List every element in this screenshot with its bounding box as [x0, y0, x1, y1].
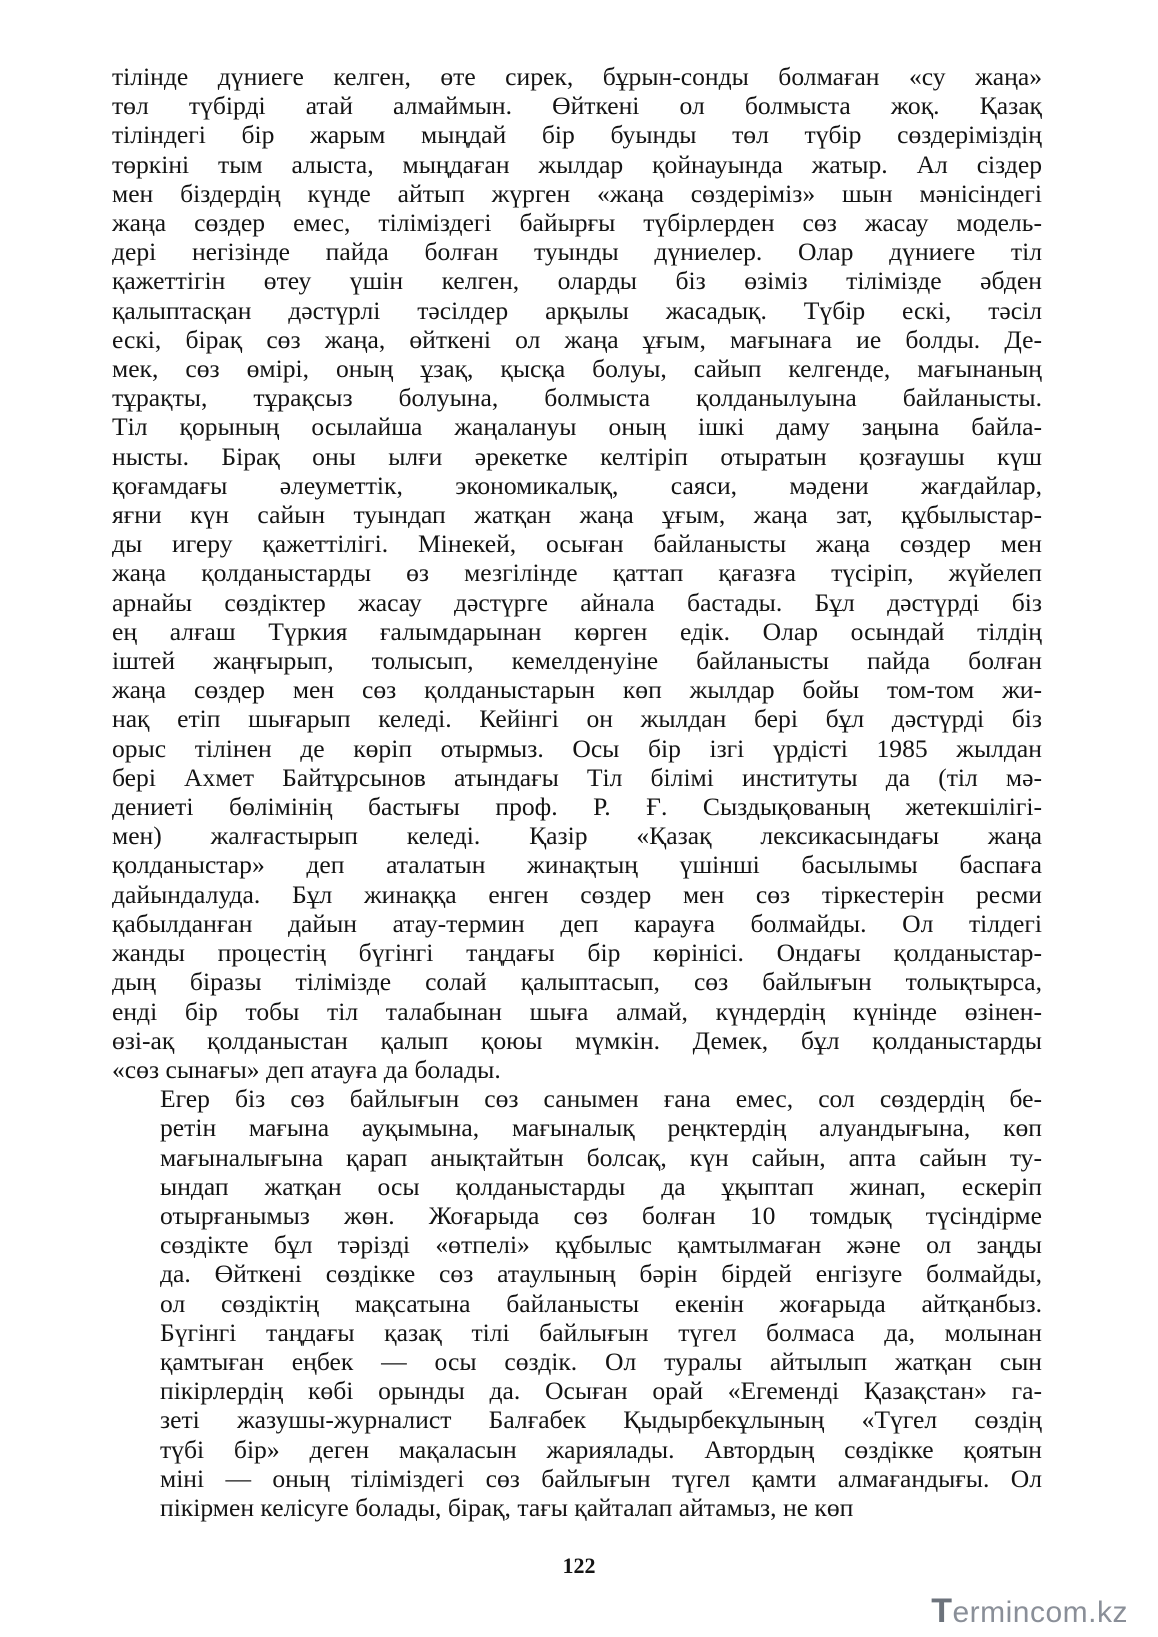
text-line: Егер біз сөз байлығын сөз санымен ғана емес, сол сөздердің бе- [160, 1084, 1042, 1114]
text-line: міні — оның тіліміздегі сөз байлығын түгел қамти алмағандығы. Ол [160, 1463, 1042, 1493]
text-line: қолданыстар» деп аталатын жинақтың үшінші басылымы баспаға [112, 850, 1042, 880]
text-line: тілінде дүниеге келген, өте сирек, бұрын-сонды болмаған «су жаңа» [112, 62, 1042, 91]
text-line: Тіл қорының осылайша жаңалануы оның ішкі даму заңына байла- [112, 412, 1042, 442]
text-line: мен) жалғастырып келеді. Қазір «Қазақ лексикасындағы жаңа [112, 821, 1042, 851]
text-line: қажеттігін өтеу үшін келген, оларды біз өзіміз тілімізде әбден [112, 266, 1042, 296]
text-line: пікірлердің көбі орынды да. Осыған орай «Егеменді Қазақстан» га- [160, 1376, 1042, 1406]
text-line: мағыналығына қарап анықтайтын болсақ, күн сайын, апта сайын ту- [160, 1142, 1042, 1172]
watermark-o: o [1045, 1596, 1063, 1629]
watermark-first-letter: T [931, 1592, 953, 1630]
text-line: түбі бір» деген мақаласын жариялады. Автордың сөздікке қоятын [160, 1434, 1042, 1464]
text-line: «сөз сынағы» деп атауға да болады. [112, 1054, 501, 1084]
text-line: мен біздердің күнде айтып жүрген «жаңа сөздеріміз» шын мәнісіндегі [112, 178, 1042, 208]
text-line: төркіні тым алыста, мыңдаған жылдар қойнауында жатыр. Ал сіздер [112, 149, 1042, 179]
text-line: жаңа сөздер емес, тіліміздегі байырғы түбірлерден сөз жасау модель- [112, 208, 1042, 238]
body-text [112, 62, 1042, 1522]
text-line: зеті жазушы-журналист Балғабек Қыдырбекұлының «Түгел сөздің [160, 1405, 1042, 1435]
text-line: ең алғаш Түркия ғалымдарынан көрген едік. Олар осындай тілдің [112, 616, 1042, 646]
text-line: дайындалуда. Бұл жинаққа енген сөздер мен сөз тіркестерін ресми [112, 879, 1042, 909]
text-line: Бүгінгі таңдағы қазақ тілі байлығын түгел болмаса да, молынан [160, 1317, 1042, 1347]
text-line: ол сөздіктің мақсатына байланысты екенін жоғарыда айтқанбыз. [160, 1288, 1042, 1318]
text-line: іштей жаңғырып, толысып, кемелденуіне байланысты пайда болған [112, 646, 1042, 676]
text-line: сөздікте бұл тәрізді «өтпелі» құбылыс қамтылмаған және ол заңды [160, 1230, 1042, 1260]
text-line: қоғамдағы әлеуметтік, экономикалық, саяси, мәдени жағдайлар, [112, 470, 1042, 500]
text-line: бері Ахмет Байтұрсынов атындағы Тіл білімі институты да (тіл мә- [112, 762, 1042, 792]
text-line: нақ етіп шығарып келеді. Кейінгі он жылдан бері бұл дәстүрді біз [112, 704, 1042, 734]
text-line: яғни күн сайын туындап жатқан жаңа ұғым, жаңа зат, құбылыстар- [112, 500, 1042, 530]
text-line: отырғанымыз жөн. Жоғарыда сөз болған 10 томдық түсіндірме [160, 1200, 1042, 1230]
text-line: қамтыған еңбек — осы сөздік. Ол туралы айтылып жатқан сын [160, 1346, 1042, 1376]
termincom-watermark [931, 1592, 1128, 1631]
text-line: мек, сөз өмірі, оның ұзақ, қысқа болуы, сайып келгенде, мағынаның [112, 354, 1042, 384]
text-line: жанды процестің бүгінгі таңдағы бір көрінісі. Ондағы қолданыстар- [112, 938, 1042, 968]
text-line: ескі, бірақ сөз жаңа, өйткені ол жаңа ұғым, мағынаға ие болды. Де- [112, 324, 1042, 354]
watermark-suffix: m.kz [1062, 1596, 1128, 1629]
text-line: нысты. Бірақ оны ылғи әрекетке келтіріп отыратын қозғаушы күш [112, 441, 1042, 471]
text-line: да. Өйткені сөздікке сөз атаулының бәрін бірдей енгізуге болмайды, [160, 1259, 1042, 1289]
text-line: ды игеру қажеттілігі. Мінекей, осыған байланысты жаңа сөздер мен [112, 529, 1042, 559]
text-line: тіліндегі бір жарым мыңдай бір буынды төл түбір сөздеріміздің [112, 120, 1042, 150]
text-line: тұрақты, тұрақсыз болуына, болмыста қолданылуына байланысты. [112, 383, 1042, 413]
text-line: төл түбірді атай алмаймын. Өйткені ол болмыста жоқ. Қазақ [112, 91, 1042, 121]
text-line: дері негізінде пайда болған туынды дүниелер. Олар дүниеге тіл [112, 237, 1042, 267]
text-line: пікірмен келісуге болады, бірақ, тағы қайталап айтамыз, не көп [160, 1492, 854, 1522]
text-line: арнайы сөздіктер жасау дәстүрге айнала бастады. Бұл дәстүрді біз [112, 587, 1042, 617]
watermark-text: erminc [952, 1596, 1046, 1629]
page-number: 122 [562, 1553, 596, 1578]
text-line: жаңа сөздер мен сөз қолданыстарын көп жылдар бойы том-том жи- [112, 675, 1042, 705]
text-line: орыс тілінен де көріп отырмыз. Осы бір ізгі үрдісті 1985 жылдан [112, 733, 1042, 763]
text-line: ретін мағына ауқымына, мағыналық реңктердің алуандығына, көп [160, 1113, 1042, 1143]
text-line: ындап жатқан осы қолданыстарды да ұқыптап жинап, ескеріп [160, 1171, 1042, 1201]
paragraph [112, 1084, 1042, 1522]
text-line: жаңа қолданыстарды өз мезгілінде қаттап қағазға түсіріп, жүйелеп [112, 558, 1042, 588]
paragraph [112, 62, 1042, 1084]
text-line: енді бір тобы тіл талабынан шыға алмай, күндердің күнінде өзінен- [112, 996, 1042, 1026]
text-line: өзі-ақ қолданыстан қалып қоюы мүмкін. Демек, бұл қолданыстарды [112, 1025, 1042, 1055]
text-line: қалыптасқан дәстүрлі тәсілдер арқылы жасадық. Түбір ескі, тәсіл [112, 295, 1042, 325]
text-line: қабылданған дайын атау-термин деп карауға болмайды. Ол тілдегі [112, 908, 1042, 938]
text-line: дениеті бөлімінің бастығы проф. Р. Ғ. Сыздықованың жетекшілігі- [112, 792, 1042, 822]
text-line: дың біразы тілімізде солай қалыптасып, сөз байлығын толықтырса, [112, 967, 1042, 997]
